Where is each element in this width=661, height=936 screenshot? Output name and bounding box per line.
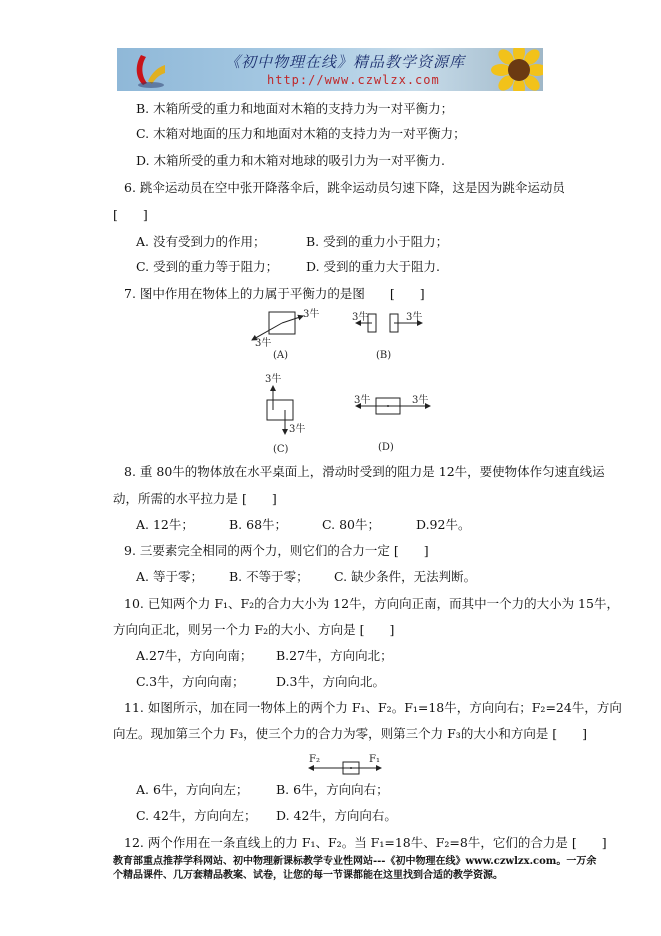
- q12-stem: 12. 两个作用在一条直线上的力 F₁、F₂。当 F₁=18牛、F₂=8牛，它们的合力是 [ ]: [124, 835, 607, 850]
- q10-stem-continued: 方向向正北，则另一个力 F₂的大小、方向是 [ ]: [113, 622, 395, 637]
- footer-line-2: 个精品课件、几万套精品教案、试卷，让您的每一节课都能在这里找到合适的教学资源。: [113, 870, 503, 881]
- q8-option-c: C. 80牛；: [322, 517, 380, 532]
- q8-option-b: B. 68牛；: [229, 517, 288, 532]
- q5-option-b: B. 木箱所受的重力和地面对木箱的支持力为一对平衡力；: [136, 101, 454, 116]
- q7-figure-a: [247, 306, 327, 364]
- q6-option-b: B. 受到的重力小于阻力；: [306, 234, 449, 249]
- force-label: 3牛: [255, 338, 272, 349]
- force-label: 3牛: [303, 309, 320, 320]
- header-banner: [117, 48, 543, 91]
- q11-option-c: C. 42牛，方向向左；: [136, 808, 257, 823]
- force-label: 3牛: [406, 312, 423, 323]
- q10-option-d: D.3牛，方向向北。: [276, 674, 386, 689]
- q10-stem: 10. 已知两个力 F₁、F₂的合力大小为 12牛，方向向正南，而其中一个力的大小为 15牛，: [124, 596, 619, 611]
- q7-figure-c: [255, 372, 325, 456]
- q9-option-a: A. 等于零；: [136, 569, 203, 584]
- force-label: 3牛: [352, 312, 369, 323]
- force-label: 3牛: [354, 395, 371, 406]
- q9-option-b: B. 不等于零；: [229, 569, 309, 584]
- footer-line-1: 教育部重点推荐学科网站、初中物理新课标教学专业性网站---《初中物理在线》www.czwlzx.com。一万余: [113, 856, 597, 867]
- q10-option-a: A.27牛，方向向南；: [136, 648, 253, 663]
- q11-option-b: B. 6牛，方向向右；: [276, 782, 389, 797]
- q7-figure-b: [350, 306, 440, 364]
- q6-option-a: A. 没有受到力的作用；: [136, 234, 266, 249]
- figure-label-c: (C): [273, 444, 289, 455]
- banner-url[interactable]: http://www.czwlzx.com: [267, 73, 440, 87]
- q8-stem: 8. 重 80牛的物体放在水平桌面上，滑动时受到的阻力是 12牛，要使物体作匀速直线运: [124, 464, 605, 479]
- site-logo-icon: [131, 51, 167, 89]
- q7-figure-d: [350, 390, 440, 456]
- q6-bracket: [ ]: [113, 207, 148, 222]
- q11-figure: [305, 750, 385, 778]
- force-label: 3牛: [412, 395, 429, 406]
- sunflower-icon: [489, 48, 543, 91]
- figure-label-b: (B): [376, 350, 392, 361]
- q11-option-a: A. 6牛，方向向左；: [136, 782, 249, 797]
- q11-option-d: D. 42牛，方向向右。: [276, 808, 397, 823]
- q11-stem-continued: 向左。现加第三个力 F₃，使三个力的合力为零，则第三个力 F₃的大小和方向是 [ ]: [113, 726, 588, 741]
- q9-option-c: C. 缺少条件，无法判断。: [334, 569, 477, 584]
- q5-option-d: D. 木箱所受的重力和木箱对地球的吸引力为一对平衡力.: [136, 153, 445, 168]
- q6-option-d: D. 受到的重力大于阻力.: [306, 259, 440, 274]
- f2-label: F₂: [309, 754, 320, 765]
- q5-option-c: C. 木箱对地面的压力和地面对木箱的支持力为一对平衡力；: [136, 126, 466, 141]
- q6-stem: 6. 跳伞运动员在空中张开降落伞后，跳伞运动员匀速下降，这是因为跳伞运动员: [124, 180, 565, 195]
- figure-label-d: (D): [378, 442, 394, 453]
- figure-label-a: (A): [273, 350, 289, 361]
- f1-label: F₁: [369, 754, 380, 765]
- q8-stem-continued: 动，所需的水平拉力是 [ ]: [113, 491, 277, 506]
- q8-option-d: D.92牛。: [416, 517, 471, 532]
- q10-option-c: C.3牛，方向向南；: [136, 674, 245, 689]
- q9-stem: 9. 三要素完全相同的两个力，则它们的合力一定 [ ]: [124, 543, 429, 558]
- q6-option-c: C. 受到的重力等于阻力；: [136, 259, 279, 274]
- q11-stem: 11. 如图所示，加在同一物体上的两个力 F₁、F₂。F₁=18牛，方向向右；F₂=24牛，方向: [124, 700, 622, 715]
- q7-stem: 7. 图中作用在物体上的力属于平衡力的是图 [ ]: [124, 286, 425, 301]
- q10-option-b: B.27牛，方向向北；: [276, 648, 393, 663]
- q8-option-a: A. 12牛；: [136, 517, 194, 532]
- force-label: 3牛: [265, 374, 282, 385]
- force-label: 3牛: [289, 424, 306, 435]
- banner-title: 《初中物理在线》精品教学资源库: [225, 53, 466, 71]
